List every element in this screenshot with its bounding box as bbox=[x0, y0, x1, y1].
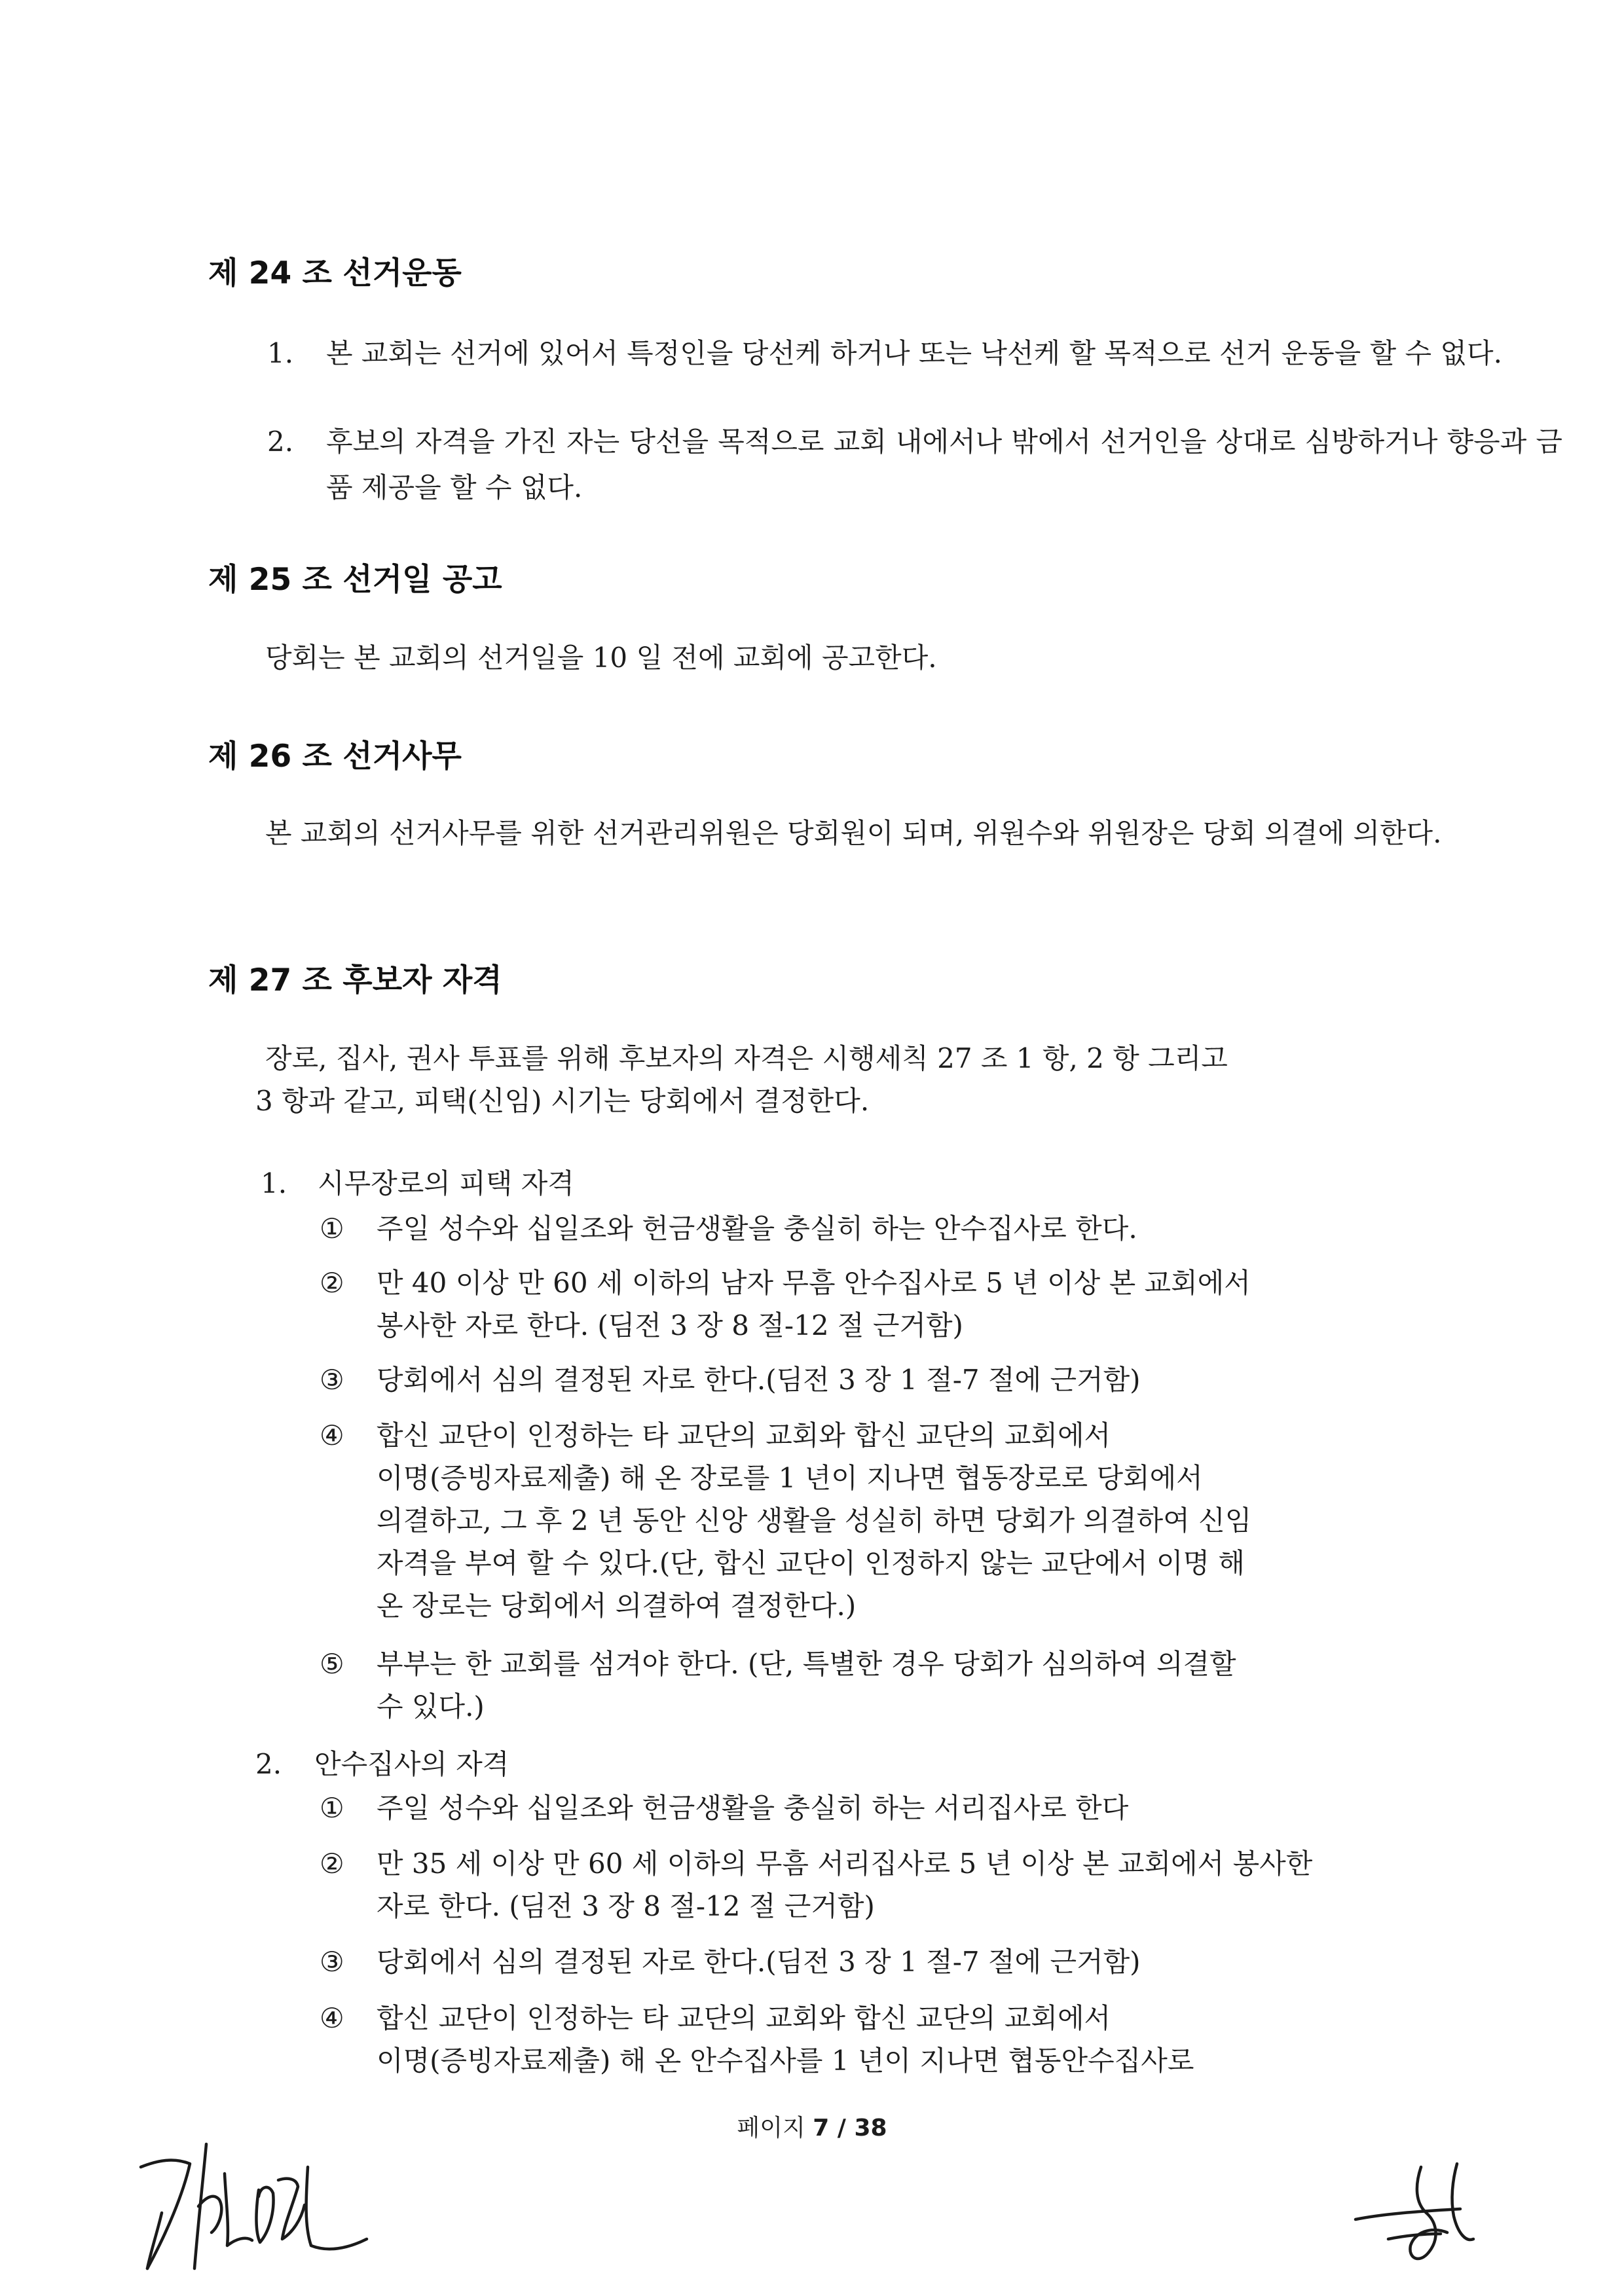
signature-left bbox=[121, 2128, 383, 2291]
article-27-intro-line-2: 3 항과 같고, 피택(신임) 시기는 당회에서 결정한다. bbox=[255, 1085, 870, 1117]
section-1-item-3-line: 당회에서 심의 결정된 자로 한다.(딤전 3 장 1 절-7 절에 근거함) bbox=[377, 1364, 1141, 1396]
section-1-item-4-line: 합신 교단이 인정하는 타 교단의 교회와 합신 교단의 교회에서 bbox=[377, 1419, 1111, 1451]
section-1-item-2-line: 봉사한 자로 한다. (딤전 3 장 8 절-12 절 근거함) bbox=[377, 1309, 963, 1341]
section-2-item-3-line: 당회에서 심의 결정된 자로 한다.(딤전 3 장 1 절-7 절에 근거함) bbox=[377, 1946, 1141, 1978]
section-1-item-4-line: 자격을 부여 할 수 있다.(단, 합신 교단이 인정하지 않는 교단에서 이명 해 bbox=[377, 1547, 1245, 1579]
page-number: 7 / 38 bbox=[813, 2115, 887, 2141]
section-1-item-1-line: 주일 성수와 십일조와 헌금생활을 충실히 하는 안수집사로 한다. bbox=[377, 1212, 1137, 1245]
article-24-item-2-number: 2. bbox=[267, 426, 294, 458]
section-2-item-1-mark: ① bbox=[320, 1792, 344, 1824]
section-1-item-4-line: 온 장로는 당회에서 의결하여 결정한다.) bbox=[377, 1590, 857, 1622]
signature-right bbox=[1342, 2141, 1539, 2291]
section-1-number: 1. bbox=[261, 1167, 287, 1199]
section-1-title: 시무장로의 피택 자격 bbox=[318, 1167, 574, 1199]
section-2-number: 2. bbox=[255, 1748, 282, 1780]
section-2-item-2-line: 만 35 세 이상 만 60 세 이하의 무흠 서리집사로 5 년 이상 본 교회에서 봉사한 bbox=[377, 1848, 1313, 1880]
section-2-item-4-line: 합신 교단이 인정하는 타 교단의 교회와 합신 교단의 교회에서 bbox=[377, 2002, 1111, 2034]
section-1-item-5-mark: ⑤ bbox=[320, 1648, 344, 1680]
article-27-title: 제 27 조 후보자 자격 bbox=[208, 962, 502, 998]
article-25-title: 제 25 조 선거일 공고 bbox=[208, 562, 502, 598]
article-24-item-2-text: 후보의 자격을 가진 자는 당선을 목적으로 교회 내에서나 밖에서 선거인을 상대로 심방하거나 향응과 금품 제공을 할 수 없다. bbox=[326, 426, 1562, 503]
section-2-item-4-mark: ④ bbox=[320, 2002, 344, 2034]
article-27-intro-line-1: 장로, 집사, 권사 투표를 위해 후보자의 자격은 시행세칙 27 조 1 항, 2 항 그리고 bbox=[265, 1042, 1228, 1074]
section-1-item-2-line: 만 40 이상 만 60 세 이하의 남자 무흠 안수집사로 5 년 이상 본 교회에서 bbox=[377, 1267, 1251, 1299]
section-2-item-2-mark: ② bbox=[320, 1848, 344, 1880]
article-26-body: 본 교회의 선거사무를 위한 선거관리위원은 당회원이 되며, 위원수와 위원장은 당회 의결에 의한다. bbox=[265, 817, 1442, 849]
section-2-item-1-line: 주일 성수와 십일조와 헌금생활을 충실히 하는 서리집사로 한다 bbox=[377, 1792, 1129, 1824]
article-25-body: 당회는 본 교회의 선거일을 10 일 전에 교회에 공고한다. bbox=[265, 642, 937, 674]
section-1-item-4-line: 의결하고, 그 후 2 년 동안 신앙 생활을 성실히 하면 당회가 의결하여 신임 bbox=[377, 1504, 1252, 1537]
section-2-title: 안수집사의 자격 bbox=[314, 1748, 509, 1780]
section-1-item-3-mark: ③ bbox=[320, 1364, 344, 1396]
article-24-item-1-text: 본 교회는 선거에 있어서 특정인을 당선케 하거나 또는 낙선케 할 목적으로 선거 운동을 할 수 없다. bbox=[326, 337, 1502, 369]
section-1-item-2-mark: ② bbox=[320, 1267, 344, 1299]
article-24-item-1-number: 1. bbox=[267, 337, 294, 369]
article-26-title: 제 26 조 선거사무 bbox=[208, 738, 462, 774]
section-1-item-5-line: 부부는 한 교회를 섬겨야 한다. (단, 특별한 경우 당회가 심의하여 의결할 bbox=[377, 1648, 1236, 1680]
section-1-item-4-mark: ④ bbox=[320, 1419, 344, 1451]
article-24-title: 제 24 조 선거운동 bbox=[208, 255, 462, 291]
section-1-item-5-line: 수 있다.) bbox=[377, 1690, 485, 1722]
page-label: 페이지 bbox=[737, 2115, 805, 2141]
section-1-item-1-mark: ① bbox=[320, 1212, 344, 1245]
section-2-item-3-mark: ③ bbox=[320, 1946, 344, 1978]
section-1-item-4-line: 이명(증빙자료제출) 해 온 장로를 1 년이 지나면 협동장로로 당회에서 bbox=[377, 1462, 1203, 1494]
section-2-item-2-line: 자로 한다. (딤전 3 장 8 절-12 절 근거함) bbox=[377, 1890, 875, 1922]
section-2-item-4-line: 이명(증빙자료제출) 해 온 안수집사를 1 년이 지나면 협동안수집사로 bbox=[377, 2045, 1194, 2077]
